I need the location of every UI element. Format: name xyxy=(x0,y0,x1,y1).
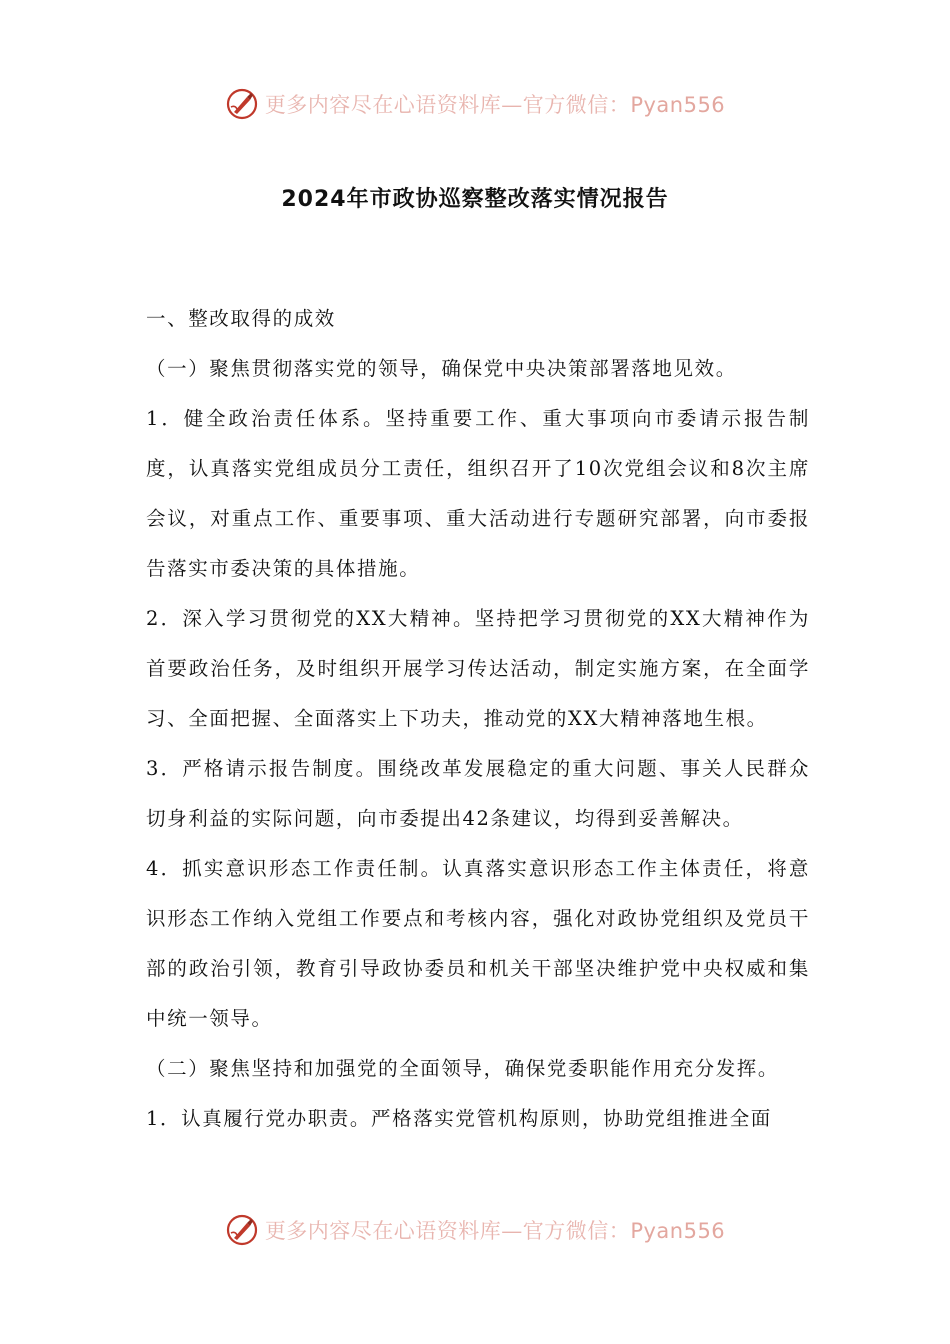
paragraph: 1．认真履行党办职责。严格落实党管机构原则，协助党组推进全面 xyxy=(146,1107,772,1130)
subsection-heading: （二）聚焦坚持和加强党的全面领导，确保党委职能作用充分发挥。 xyxy=(146,1057,780,1080)
watermark-text: 更多内容尽在心语资料库—官方微信：Pyan556 xyxy=(264,93,726,117)
section-heading: 一、整改取得的成效 xyxy=(146,307,336,330)
pen-circle-logo-icon xyxy=(225,87,259,121)
header-watermark-banner xyxy=(0,84,950,124)
document-title: 2024年市政协巡察整改落实情况报告 xyxy=(281,187,669,212)
subsection-heading: （一）聚焦贯彻落实党的领导，确保党中央决策部署落地见效。 xyxy=(146,357,737,380)
paragraph: 3．严格请示报告制度。围绕改革发展稳定的重大问题、事关人民群众切身利益的实际问题，向市委提出42条建议，均得到妥善解决。 xyxy=(146,757,810,830)
watermark-text: 更多内容尽在心语资料库—官方微信：Pyan556 xyxy=(264,1219,726,1243)
paragraph: 2．深入学习贯彻党的XX大精神。坚持把学习贯彻党的XX大精神作为首要政治任务，及时组织开展学习传达活动，制定实施方案，在全面学习、全面把握、全面落实上下功夫，推动党的XX大精神落地生根。 xyxy=(146,607,810,730)
wechat-id: Pyan556 xyxy=(630,93,726,117)
wechat-id: Pyan556 xyxy=(630,1219,726,1243)
footer-watermark-banner xyxy=(0,1210,950,1250)
paragraph: 1．健全政治责任体系。坚持重要工作、重大事项向市委请示报告制度，认真落实党组成员分工责任，组织召开了10次党组会议和8次主席会议，对重点工作、重要事项、重大活动进行专题研究部署，向市委报告落实市委决策的具体措施。 xyxy=(146,407,810,580)
document-body xyxy=(146,294,810,1144)
pen-circle-logo-icon xyxy=(225,1213,259,1247)
paragraph: 4．抓实意识形态工作责任制。认真落实意识形态工作主体责任，将意识形态工作纳入党组工作要点和考核内容，强化对政协党组织及党员干部的政治引领，教育引导政协委员和机关干部坚决维护党中央权威和集中统一领导。 xyxy=(146,857,810,1030)
